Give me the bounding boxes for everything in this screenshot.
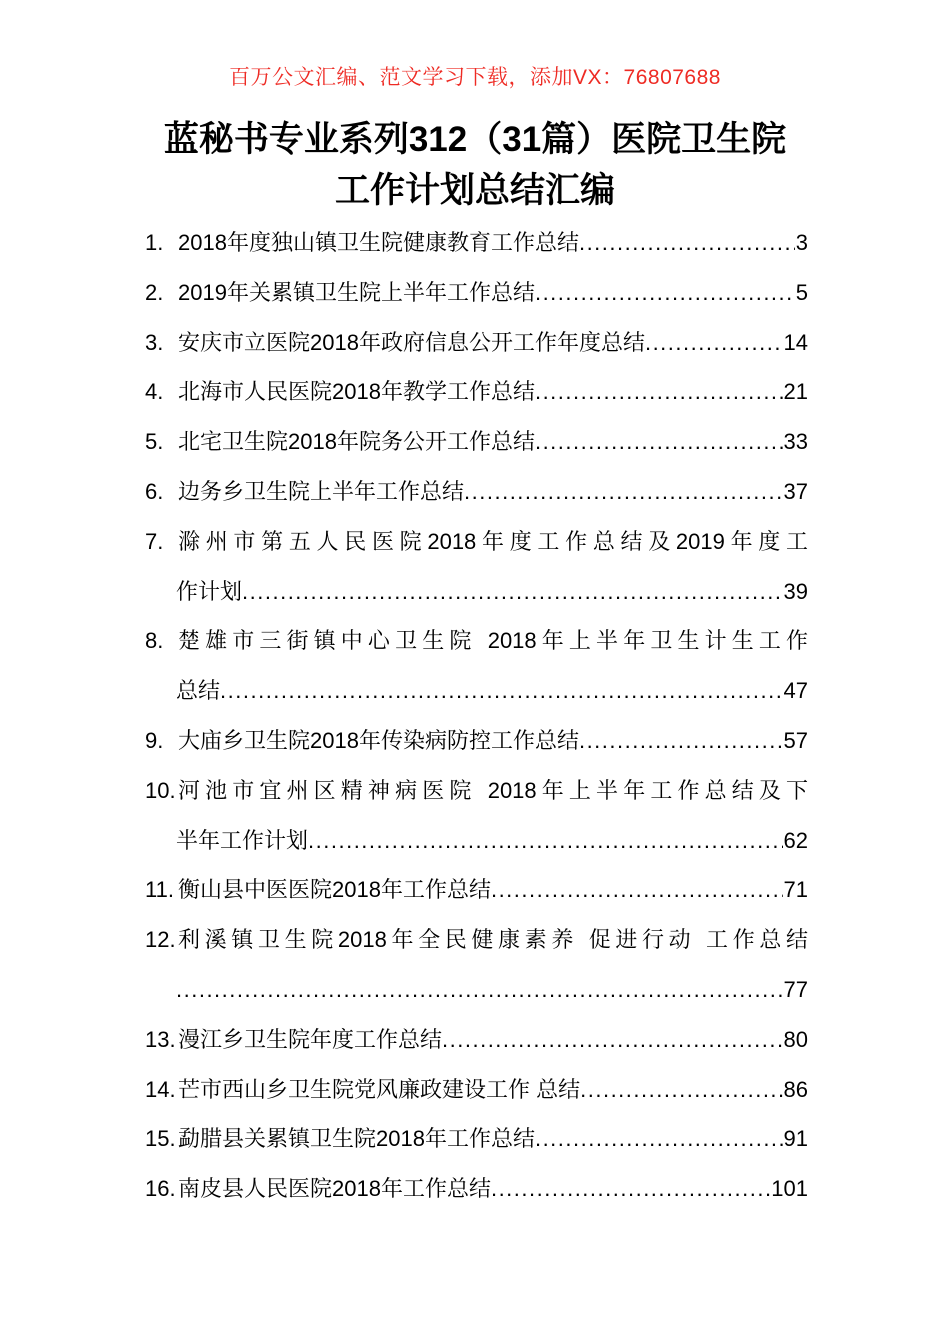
toc-entry-line [145,417,808,467]
toc-entry-line [145,865,808,915]
entry-title: 利溪镇卫生院2018年全民健康素养 促进行动 工作总结 [178,927,808,953]
entry-page-number: 37 [783,478,808,504]
entry-page-number: 62 [783,827,808,853]
entry-page-number: 71 [783,877,808,903]
toc-entry[interactable] [145,218,808,268]
toc-entry-line [145,1114,808,1164]
dot-leader [580,1065,782,1115]
entry-page-number: 33 [783,429,808,455]
entry-title: 漫江乡卫生院年度工作总结 [178,1026,443,1052]
dot-leader [579,218,795,268]
dot-leader [535,417,783,467]
entry-title-continuation: 作计划 [176,578,243,604]
toc-entry-line [145,915,808,965]
toc-entry[interactable] [145,367,808,417]
entry-number: 12. [145,927,176,953]
toc-entry[interactable] [145,467,808,517]
toc-entry-line [145,367,808,417]
entry-title: 北海市人民医院2018年教学工作总结 [178,379,535,405]
entry-page-number: 47 [783,678,808,704]
entry-number: 2. [145,279,164,305]
entry-number: 1. [145,230,164,255]
entry-number: 11. [145,877,174,903]
entry-page-number: 5 [795,279,808,305]
dot-leader [308,816,783,866]
toc-entry[interactable] [145,1015,808,1065]
entry-number: 3. [145,329,164,355]
toc-entry[interactable] [145,1164,808,1214]
dot-leader [535,367,783,417]
entry-title: 河池市宜州区精神病医院 2018年上半年工作总结及下 [178,777,808,803]
toc-entry-line [145,318,808,368]
toc-entry[interactable] [145,616,808,716]
entry-number: 16. [145,1176,176,1202]
entry-title: 2018年度独山镇卫生院健康教育工作总结 [178,230,579,255]
entry-page-number: 101 [771,1176,808,1202]
entry-number: 4. [145,379,164,405]
toc-entry-line [145,1164,808,1214]
toc-entry-line [145,616,808,666]
entry-title: 衡山县中医医院2018年工作总结 [178,877,491,903]
toc-entry[interactable] [145,268,808,318]
entry-title-continuation: 总结 [176,678,221,704]
entry-title: 北宅卫生院2018年院务公开工作总结 [178,429,535,455]
toc-entry[interactable] [145,318,808,368]
dot-leader [535,1114,783,1164]
entry-title: 大庙乡卫生院2018年传染病防控工作总结 [178,727,579,753]
toc-entry-line [145,965,808,1015]
title-line-2: 工作计划总结汇编 [334,171,615,210]
entry-page-number: 77 [783,976,808,1002]
entry-page-number: 86 [783,1076,808,1102]
dot-leader [242,567,783,617]
entry-number: 5. [145,429,164,455]
toc-entry-line [145,517,808,567]
toc-entry-line [145,268,808,318]
entry-number: 13. [145,1026,176,1052]
dot-leader [176,965,783,1015]
toc-entry-line [145,816,808,866]
table-of-contents [145,218,808,1214]
entry-page-number: 57 [783,727,808,753]
entry-page-number: 3 [795,230,808,255]
entry-page-number: 39 [783,578,808,604]
toc-entry-line [145,467,808,517]
entry-title: 滁州市第五人民医院2018年度工作总结及2019年度工 [178,528,808,554]
entry-title: 边务乡卫生院上半年工作总结 [178,478,465,504]
toc-entry[interactable] [145,1114,808,1164]
entry-title: 南皮县人民医院2018年工作总结 [178,1176,491,1202]
entry-title: 2019年关累镇卫生院上半年工作总结 [178,279,535,305]
entry-number: 6. [145,478,164,504]
entry-number: 7. [145,528,164,554]
entry-page-number: 14 [783,329,808,355]
entry-number: 15. [145,1126,176,1152]
toc-entry[interactable] [145,915,808,1015]
title-line-1: 蓝秘书专业系列312（31篇）医院卫生院 [163,120,787,159]
dot-leader [645,318,783,368]
entry-number: 9. [145,727,164,753]
toc-entry[interactable] [145,716,808,766]
dot-leader [579,716,783,766]
dot-leader [442,1015,783,1065]
dot-leader [220,666,783,716]
dot-leader [535,268,795,318]
toc-entry-line [145,218,808,268]
toc-entry[interactable] [145,417,808,467]
entry-title: 勐腊县关累镇卫生院2018年工作总结 [178,1126,535,1152]
entry-number: 8. [145,628,164,654]
dot-leader [464,467,783,517]
toc-entry-line [145,1065,808,1115]
toc-entry[interactable] [145,766,808,866]
toc-entry-line [145,766,808,816]
toc-entry[interactable] [145,517,808,617]
toc-entry-line [145,1015,808,1065]
toc-entry-line [145,666,808,716]
document-title [90,114,860,216]
promo-banner: 百万公文汇编、范文学习下载，添加VX：76807688 [229,66,721,89]
toc-entry-line [145,567,808,617]
entry-number: 14. [145,1076,176,1102]
entry-title: 芒市西山乡卫生院党风廉政建设工作 总结 [178,1076,581,1102]
entry-title: 安庆市立医院2018年政府信息公开工作年度总结 [178,329,645,355]
entry-number: 10. [145,777,176,803]
entry-page-number: 21 [783,379,808,405]
toc-entry[interactable] [145,865,808,915]
entry-title-continuation: 半年工作计划 [176,827,309,853]
entry-page-number: 91 [783,1126,808,1152]
toc-entry[interactable] [145,1065,808,1115]
toc-entry-line [145,716,808,766]
dot-leader [491,1164,770,1214]
entry-page-number: 80 [783,1026,808,1052]
entry-title: 楚雄市三街镇中心卫生院 2018年上半年卫生计生工作 [178,628,808,654]
dot-leader [491,865,783,915]
